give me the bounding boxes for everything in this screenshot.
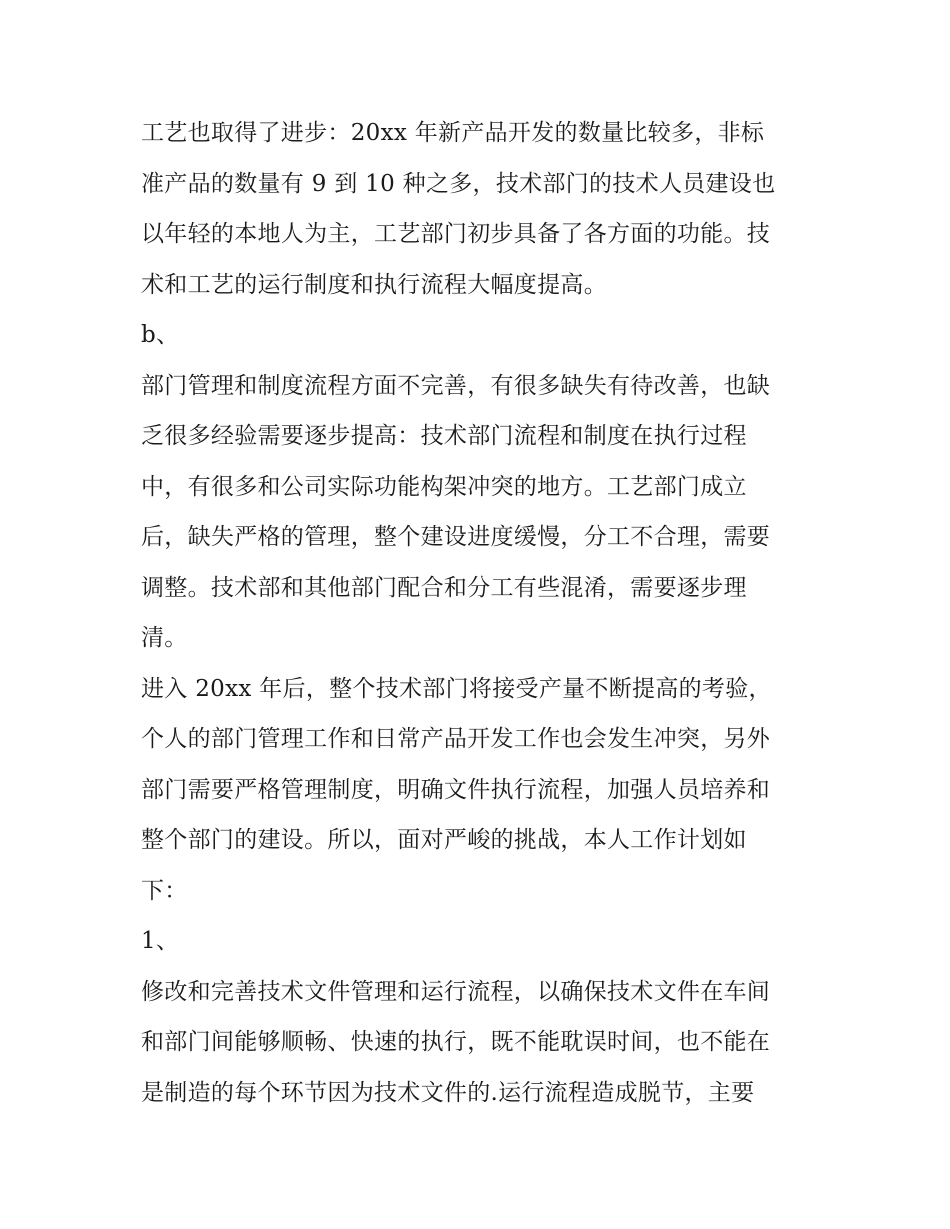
section-marker-b: b、	[141, 322, 180, 348]
text-line: 以年轻的本地人为主，工艺部门初步具备了各方面的功能。技	[141, 221, 771, 247]
text-line: 后，缺失严格的管理，整个建设进度缓慢，分工不合理，需要	[141, 524, 771, 550]
text-line: 部门需要严格管理制度，明确文件执行流程，加强人员培养和	[141, 776, 771, 803]
text-line: 乏很多经验需要逐步提高：技术部门流程和制度在执行过程	[141, 423, 747, 449]
text-line: 整个部门的建设。所以，面对严峻的挑战，本人工作计划如	[141, 827, 747, 853]
text-line: 调整。技术部和其他部门配合和分工有些混淆，需要逐步理	[141, 574, 747, 601]
text-line: 工艺也取得了进步：20xx 年新产品开发的数量比较多，非标	[141, 120, 765, 146]
text-line: 术和工艺的运行制度和执行流程大幅度提高。	[141, 271, 607, 298]
text-line: 是制造的每个环节因为技术文件的.运行流程造成脱节，主要	[141, 1079, 755, 1106]
text-line: 准产品的数量有 9 到 10 种之多，技术部门的技术人员建设也	[141, 170, 776, 197]
text-line: 部门管理和制度流程方面不完善，有很多缺失有待改善，也缺	[141, 372, 771, 399]
text-line: 个人的部门管理工作和日常产品开发工作也会发生冲突，另外	[141, 726, 771, 752]
document-body	[141, 108, 821, 1118]
section-marker-1: 1、	[141, 928, 180, 954]
text-line: 中，有很多和公司实际功能构架冲突的地方。工艺部门成立	[141, 473, 747, 500]
text-line: 和部门间能够顺畅、快速的执行，既不能耽误时间，也不能在	[141, 1029, 771, 1055]
text-line: 清。	[141, 625, 188, 651]
text-line: 下：	[141, 877, 188, 904]
text-line: 进入 20xx 年后，整个技术部门将接受产量不断提高的考验，	[141, 675, 772, 702]
text-line: 修改和完善技术文件管理和运行流程，以确保技术文件在车间	[141, 978, 771, 1005]
